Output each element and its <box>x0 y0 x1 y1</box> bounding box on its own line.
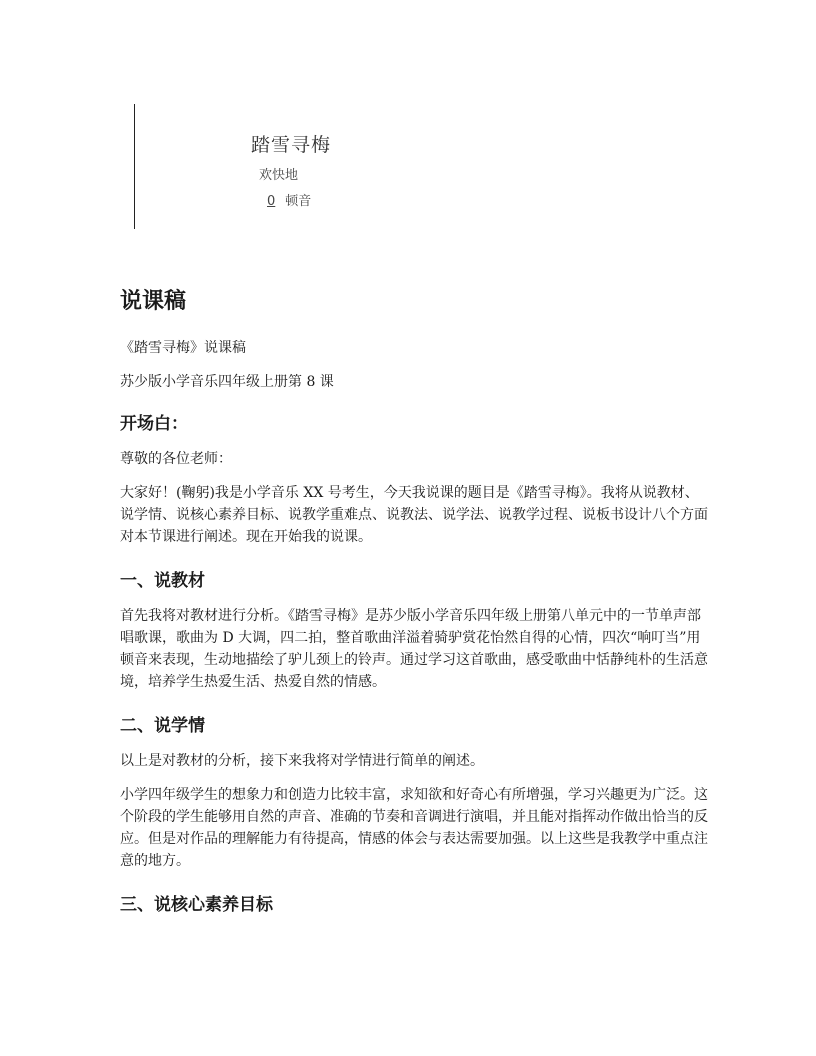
score-notation-line <box>267 190 311 209</box>
section-students-paragraph: 小学四年级学生的想象力和创造力比较丰富，求知欲和好奇心有所增强，学习兴趣更为广泛。这个阶段的学生能够用自然的声音、准确的节奏和音调进行演唱，并且能对指挥动作做出恰当的反应。但是对作品的理解能力有待提高，情感的体会与表达需要加强。以上这些是我教学中重点注意的地方。 <box>120 787 708 869</box>
section-heading-students: 二、说学情 <box>120 716 205 736</box>
section-students-intro: 以上是对教材的分析，接下来我将对学情进行简单的阐述。 <box>120 753 484 769</box>
opening-paragraph: 大家好！(鞠躬)我是小学音乐 XX 号考生，今天我说课的题目是《踏雪寻梅》。我将从说教材、说学情、说核心素养目标、说教学重难点、说教法、说学法、说教学过程、说板书设计八个方面对本节课进行阐述。现在开始我的说课。 <box>120 485 708 545</box>
score-tempo-marking: 欢快地 <box>259 168 299 183</box>
opening-heading: 开场白： <box>120 414 188 434</box>
document-edition: 苏少版小学音乐四年级上册第 8 课 <box>120 374 334 390</box>
document-body <box>120 284 710 929</box>
section-textbook-paragraph: 首先我将对教材进行分析。《踏雪寻梅》是苏少版小学音乐四年级上册第八单元中的一节单声部唱歌课，歌曲为 D 大调，四二拍，整首歌曲洋溢着骑驴赏花怡然自得的心情，四次“响叮当”用顿音来表现，生动地描绘了驴儿颈上的铃声。通过学习这首歌曲，感受歌曲中恬静纯朴的生活意境，培养学生热爱生活、热爱自然的情感。 <box>120 608 708 690</box>
opening-greeting: 尊敬的各位老师： <box>120 451 232 467</box>
score-staccato-label: 顿音 <box>285 194 312 209</box>
section-heading-textbook: 一、说教材 <box>120 571 205 591</box>
section-heading-goals: 三、说核心素养目标 <box>120 895 273 915</box>
document-subtitle: 《踏雪寻梅》说课稿 <box>120 340 246 356</box>
score-note-number: 0 <box>267 194 276 209</box>
document-title: 说课稿 <box>120 289 187 314</box>
score-title: 踏雪寻梅 <box>251 134 332 156</box>
music-score-excerpt <box>134 104 435 229</box>
